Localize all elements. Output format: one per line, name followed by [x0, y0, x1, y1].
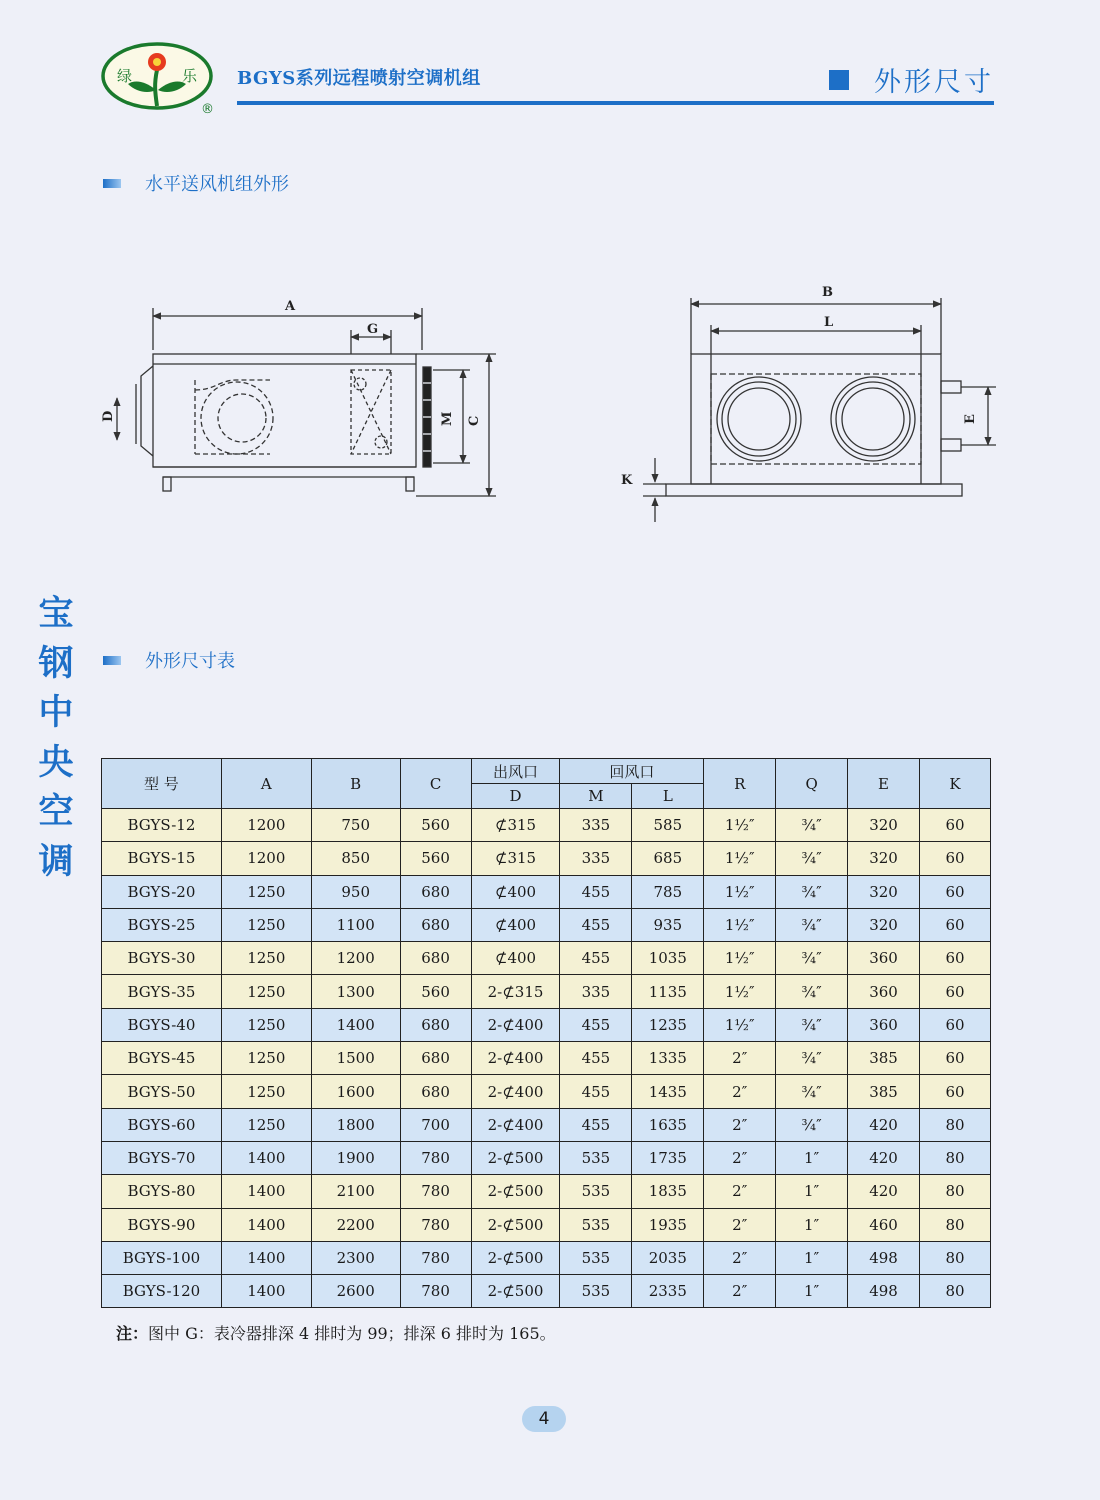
- table-cell: 360: [848, 942, 920, 975]
- table-cell: 535: [560, 1141, 632, 1174]
- table-cell: 780: [400, 1175, 471, 1208]
- table-cell: ⊄400: [471, 908, 560, 941]
- footnote-prefix: 注：: [116, 1324, 149, 1343]
- table-cell: 780: [400, 1208, 471, 1241]
- header-outlet: 出风口: [471, 759, 560, 784]
- header-return: 回风口: [560, 759, 704, 784]
- table-cell: 80: [919, 1175, 990, 1208]
- table-cell: 1135: [632, 975, 704, 1008]
- table-cell: 2335: [632, 1275, 704, 1308]
- table-cell: 1″: [776, 1175, 848, 1208]
- table-cell: 320: [848, 875, 920, 908]
- table-cell: 80: [919, 1241, 990, 1274]
- table-cell: 1100: [311, 908, 400, 941]
- table-cell: 60: [919, 875, 990, 908]
- table-cell: ¾″: [776, 1075, 848, 1108]
- bullet-icon: [103, 656, 121, 665]
- table-row: [102, 1208, 991, 1241]
- table-cell: 2-⊄400: [471, 1108, 560, 1141]
- table-cell: 455: [560, 875, 632, 908]
- table-cell: 1″: [776, 1241, 848, 1274]
- table-row: [102, 1008, 991, 1041]
- table-row: [102, 809, 991, 842]
- table-row: [102, 842, 991, 875]
- table-cell: 80: [919, 1208, 990, 1241]
- table-cell: 2″: [704, 1108, 776, 1141]
- section-title: 外形尺寸: [874, 67, 994, 98]
- table-cell: 385: [848, 1042, 920, 1075]
- table-cell: 1400: [221, 1175, 311, 1208]
- table-cell: 60: [919, 908, 990, 941]
- side-title-char: 宝: [38, 594, 74, 634]
- table-cell: 1250: [221, 908, 311, 941]
- table-cell: 1300: [311, 975, 400, 1008]
- table-cell: 1400: [221, 1275, 311, 1308]
- svg-text:乐: 乐: [182, 67, 198, 85]
- table-cell: 2-⊄500: [471, 1175, 560, 1208]
- table-cell: 1600: [311, 1075, 400, 1108]
- table-heading-label: 外形尺寸表: [145, 651, 235, 672]
- table-cell: 2-⊄400: [471, 1042, 560, 1075]
- table-cell: 1250: [221, 1008, 311, 1041]
- table-cell: ⊄400: [471, 942, 560, 975]
- document-title: BGYS系列远程喷射空调机组: [237, 68, 481, 89]
- table-cell: 1½″: [704, 908, 776, 941]
- table-cell: 1200: [221, 842, 311, 875]
- table-cell: 2″: [704, 1275, 776, 1308]
- dim-e-label: E: [963, 414, 978, 424]
- table-row: [102, 1042, 991, 1075]
- table-cell: 850: [311, 842, 400, 875]
- table-body: [102, 809, 991, 1308]
- table-cell: 1400: [311, 1008, 400, 1041]
- table-cell: 1935: [632, 1208, 704, 1241]
- table-cell: ¾″: [776, 1008, 848, 1041]
- table-cell: 1735: [632, 1141, 704, 1174]
- table-row: [102, 1275, 991, 1308]
- table-heading: [103, 647, 235, 673]
- table-cell: 1250: [221, 1075, 311, 1108]
- table-cell: 1400: [221, 1141, 311, 1174]
- table-cell: BGYS-50: [102, 1075, 222, 1108]
- table-cell: 1½″: [704, 1008, 776, 1041]
- table-row: [102, 908, 991, 941]
- svg-text:®: ®: [201, 102, 214, 115]
- table-cell: 1250: [221, 975, 311, 1008]
- table-cell: 385: [848, 1075, 920, 1108]
- table-cell: 2200: [311, 1208, 400, 1241]
- table-row: [102, 1175, 991, 1208]
- drawing-heading: [103, 170, 289, 196]
- table-cell: 60: [919, 942, 990, 975]
- table-cell: 2035: [632, 1241, 704, 1274]
- side-title-char: 空: [38, 792, 74, 832]
- table-cell: 1835: [632, 1175, 704, 1208]
- table-row: [102, 942, 991, 975]
- table-cell: 60: [919, 975, 990, 1008]
- section-header: [829, 60, 994, 99]
- footnote-text: 图中 G：表冷器排深 4 排时为 99；排深 6 排时为 165。: [148, 1324, 556, 1343]
- table-cell: 680: [400, 942, 471, 975]
- table-cell: 1½″: [704, 842, 776, 875]
- table-cell: ¾″: [776, 908, 848, 941]
- dim-c-label: C: [467, 415, 482, 426]
- table-cell: 680: [400, 875, 471, 908]
- dim-l-label: L: [824, 315, 834, 330]
- table-cell: 1½″: [704, 975, 776, 1008]
- table-cell: 320: [848, 809, 920, 842]
- table-cell: ¾″: [776, 809, 848, 842]
- table-cell: 1235: [632, 1008, 704, 1041]
- table-cell: BGYS-80: [102, 1175, 222, 1208]
- table-cell: 80: [919, 1275, 990, 1308]
- dim-k-label: K: [621, 473, 633, 488]
- header-k: K: [919, 759, 990, 809]
- table-cell: ¾″: [776, 1108, 848, 1141]
- table-cell: 460: [848, 1208, 920, 1241]
- table-cell: BGYS-30: [102, 942, 222, 975]
- table-cell: ¾″: [776, 942, 848, 975]
- table-cell: 680: [400, 1075, 471, 1108]
- table-cell: 335: [560, 842, 632, 875]
- table-cell: 455: [560, 1042, 632, 1075]
- table-cell: 780: [400, 1275, 471, 1308]
- table-cell: 1½″: [704, 942, 776, 975]
- table-cell: 1250: [221, 875, 311, 908]
- header-q: Q: [776, 759, 848, 809]
- side-title-char: 调: [38, 841, 74, 882]
- page-number: 4: [522, 1406, 566, 1432]
- table-cell: 785: [632, 875, 704, 908]
- table-cell: BGYS-120: [102, 1275, 222, 1308]
- table-cell: 560: [400, 842, 471, 875]
- table-cell: 535: [560, 1275, 632, 1308]
- header-d: D: [471, 784, 560, 809]
- table-cell: 685: [632, 842, 704, 875]
- side-title: [34, 590, 78, 887]
- table-row: [102, 1141, 991, 1174]
- table-cell: 1400: [221, 1241, 311, 1274]
- side-title-char: 中: [38, 693, 74, 733]
- table-cell: 60: [919, 842, 990, 875]
- table-cell: 780: [400, 1141, 471, 1174]
- table-cell: 1400: [221, 1208, 311, 1241]
- table-cell: 1035: [632, 942, 704, 975]
- table-cell: 750: [311, 809, 400, 842]
- header-m: M: [560, 784, 632, 809]
- svg-text:绿: 绿: [117, 67, 133, 85]
- table-cell: 455: [560, 1075, 632, 1108]
- dim-g-label: G: [367, 322, 379, 337]
- table-cell: 420: [848, 1175, 920, 1208]
- dim-d-label: D: [101, 410, 116, 422]
- table-cell: 1635: [632, 1108, 704, 1141]
- table-cell: 455: [560, 908, 632, 941]
- table-cell: 560: [400, 975, 471, 1008]
- table-cell: 455: [560, 1108, 632, 1141]
- table-cell: 2-⊄500: [471, 1241, 560, 1274]
- table-cell: 420: [848, 1108, 920, 1141]
- table-cell: 1200: [221, 809, 311, 842]
- table-cell: 360: [848, 975, 920, 1008]
- table-cell: 335: [560, 809, 632, 842]
- footnote: [116, 1321, 556, 1344]
- table-cell: 1250: [221, 942, 311, 975]
- table-cell: 455: [560, 1008, 632, 1041]
- table-cell: 420: [848, 1141, 920, 1174]
- table-cell: 1250: [221, 1042, 311, 1075]
- table-cell: 2″: [704, 1042, 776, 1075]
- table-row: [102, 975, 991, 1008]
- table-cell: BGYS-35: [102, 975, 222, 1008]
- table-cell: 780: [400, 1241, 471, 1274]
- header-b: B: [311, 759, 400, 809]
- table-cell: BGYS-45: [102, 1042, 222, 1075]
- table-cell: 455: [560, 942, 632, 975]
- table-cell: ⊄315: [471, 809, 560, 842]
- table-cell: 335: [560, 975, 632, 1008]
- table-cell: BGYS-20: [102, 875, 222, 908]
- table-cell: 360: [848, 1008, 920, 1041]
- dimension-table: [101, 758, 991, 1308]
- bullet-icon: [103, 179, 121, 188]
- table-cell: BGYS-15: [102, 842, 222, 875]
- table-cell: 2-⊄500: [471, 1141, 560, 1174]
- table-cell: 2″: [704, 1241, 776, 1274]
- table-cell: 2″: [704, 1141, 776, 1174]
- table-cell: 2600: [311, 1275, 400, 1308]
- table-cell: ¾″: [776, 875, 848, 908]
- table-cell: 2-⊄315: [471, 975, 560, 1008]
- table-cell: BGYS-40: [102, 1008, 222, 1041]
- side-title-char: 央: [38, 742, 74, 783]
- drawing-heading-label: 水平送风机组外形: [145, 174, 289, 195]
- unit-outline-drawing: [0, 270, 1100, 540]
- header-l: L: [632, 784, 704, 809]
- table-cell: 80: [919, 1141, 990, 1174]
- company-logo: [100, 40, 215, 115]
- table-cell: 498: [848, 1241, 920, 1274]
- front-view: [621, 285, 996, 522]
- table-cell: ⊄400: [471, 875, 560, 908]
- table-cell: BGYS-100: [102, 1241, 222, 1274]
- table-cell: 560: [400, 809, 471, 842]
- table-cell: 1200: [311, 942, 400, 975]
- header-r: R: [704, 759, 776, 809]
- table-cell: 498: [848, 1275, 920, 1308]
- table-cell: 680: [400, 1008, 471, 1041]
- table-cell: 2″: [704, 1208, 776, 1241]
- table-row: [102, 1075, 991, 1108]
- table-cell: 60: [919, 809, 990, 842]
- header-c: C: [400, 759, 471, 809]
- table-cell: 950: [311, 875, 400, 908]
- table-cell: 320: [848, 842, 920, 875]
- table-row: [102, 875, 991, 908]
- table-cell: ¾″: [776, 842, 848, 875]
- table-cell: 585: [632, 809, 704, 842]
- dim-m-label: M: [440, 411, 455, 426]
- side-title-char: 钢: [38, 643, 74, 684]
- table-cell: 1335: [632, 1042, 704, 1075]
- table-cell: 60: [919, 1042, 990, 1075]
- table-cell: 1435: [632, 1075, 704, 1108]
- table-cell: BGYS-25: [102, 908, 222, 941]
- table-cell: 1½″: [704, 809, 776, 842]
- dim-b-label: B: [822, 285, 833, 300]
- table-cell: 1800: [311, 1108, 400, 1141]
- table-cell: 700: [400, 1108, 471, 1141]
- table-cell: 1900: [311, 1141, 400, 1174]
- table-cell: BGYS-60: [102, 1108, 222, 1141]
- table-cell: 1″: [776, 1275, 848, 1308]
- table-cell: 935: [632, 908, 704, 941]
- table-cell: 535: [560, 1208, 632, 1241]
- header-divider: [237, 101, 994, 105]
- table-cell: 2100: [311, 1175, 400, 1208]
- table-cell: ¾″: [776, 975, 848, 1008]
- table-cell: 680: [400, 908, 471, 941]
- table-cell: 535: [560, 1241, 632, 1274]
- header-e: E: [848, 759, 920, 809]
- table-cell: 535: [560, 1175, 632, 1208]
- header-a: A: [221, 759, 311, 809]
- table-cell: 2″: [704, 1075, 776, 1108]
- table-cell: BGYS-12: [102, 809, 222, 842]
- header-model: 型 号: [102, 759, 222, 809]
- table-cell: 80: [919, 1108, 990, 1141]
- table-cell: 2″: [704, 1175, 776, 1208]
- table-cell: 2-⊄400: [471, 1075, 560, 1108]
- table-cell: 1500: [311, 1042, 400, 1075]
- side-view: [101, 299, 496, 496]
- table-cell: 1″: [776, 1208, 848, 1241]
- table-cell: 680: [400, 1042, 471, 1075]
- table-cell: 60: [919, 1008, 990, 1041]
- table-row: [102, 1241, 991, 1274]
- table-cell: BGYS-90: [102, 1208, 222, 1241]
- table-cell: 1½″: [704, 875, 776, 908]
- table-cell: 2-⊄500: [471, 1208, 560, 1241]
- table-cell: 2-⊄400: [471, 1008, 560, 1041]
- table-cell: 1250: [221, 1108, 311, 1141]
- table-cell: ⊄315: [471, 842, 560, 875]
- table-cell: 2300: [311, 1241, 400, 1274]
- table-cell: 320: [848, 908, 920, 941]
- table-row: [102, 1108, 991, 1141]
- table-cell: ¾″: [776, 1042, 848, 1075]
- table-cell: 60: [919, 1075, 990, 1108]
- table-cell: 2-⊄500: [471, 1275, 560, 1308]
- table-cell: 1″: [776, 1141, 848, 1174]
- table-cell: BGYS-70: [102, 1141, 222, 1174]
- dim-a-label: A: [285, 299, 296, 314]
- section-square-icon: [829, 70, 849, 90]
